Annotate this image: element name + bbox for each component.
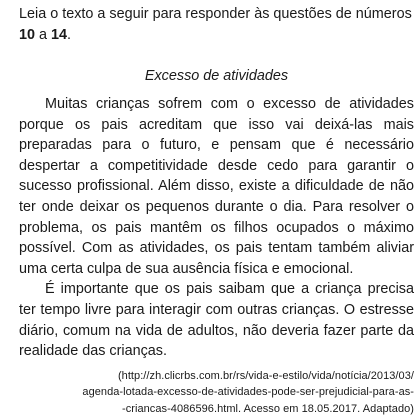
question-end-number: 14 — [51, 27, 68, 43]
source-line-1: (http://zh.clicrbs.com.br/rs/vida-e-estilo/vida/notícia/2013/03/ — [117, 369, 414, 382]
instructions-lead: Leia o texto a seguir para responder às questões de números — [19, 6, 412, 22]
instructions-connector: a — [35, 27, 52, 43]
source-citation — [19, 368, 414, 417]
article-paragraph-2-text: É importante que os pais saibam que a criança precisa ter tempo livre para interagir com outras crianças. O estresse diário, comum na vida de adultos, não deveria fazer parte da realidade das crianças. — [19, 281, 414, 360]
article-paragraph-1-text: Muitas crianças sofrem com o excesso de atividades porque os pais acreditam que isso vai deixá-las mais preparadas para o futuro, e pensam que é necessário despertar a competitividade desde cedo para garantir o sucesso profissional. Além disso, existe a dificuldade de não ter onde deixar os pequenos durante o dia. Para resolver o problema, os pais mantêm os filhos ocupados o máximo possível. Com as atividades, os pais tentam também aliviar uma certa culpa de sua ausência física e emocional. — [19, 96, 414, 277]
document-page — [19, 4, 414, 417]
source-line-3: -criancas-4086596.html. Acesso em 18.05.2017. Adaptado) — [122, 402, 414, 415]
instructions-text — [19, 4, 414, 46]
instructions-period: . — [67, 27, 72, 43]
article-title: Excesso de atividades — [144, 68, 289, 84]
article-paragraph-2 — [19, 279, 414, 361]
article-paragraph-1 — [19, 94, 414, 279]
source-line-2: agenda-lotada-excesso-de-atividades-pode-ser-prejudicial-para-as- — [82, 386, 414, 399]
question-start-number: 10 — [19, 27, 36, 43]
